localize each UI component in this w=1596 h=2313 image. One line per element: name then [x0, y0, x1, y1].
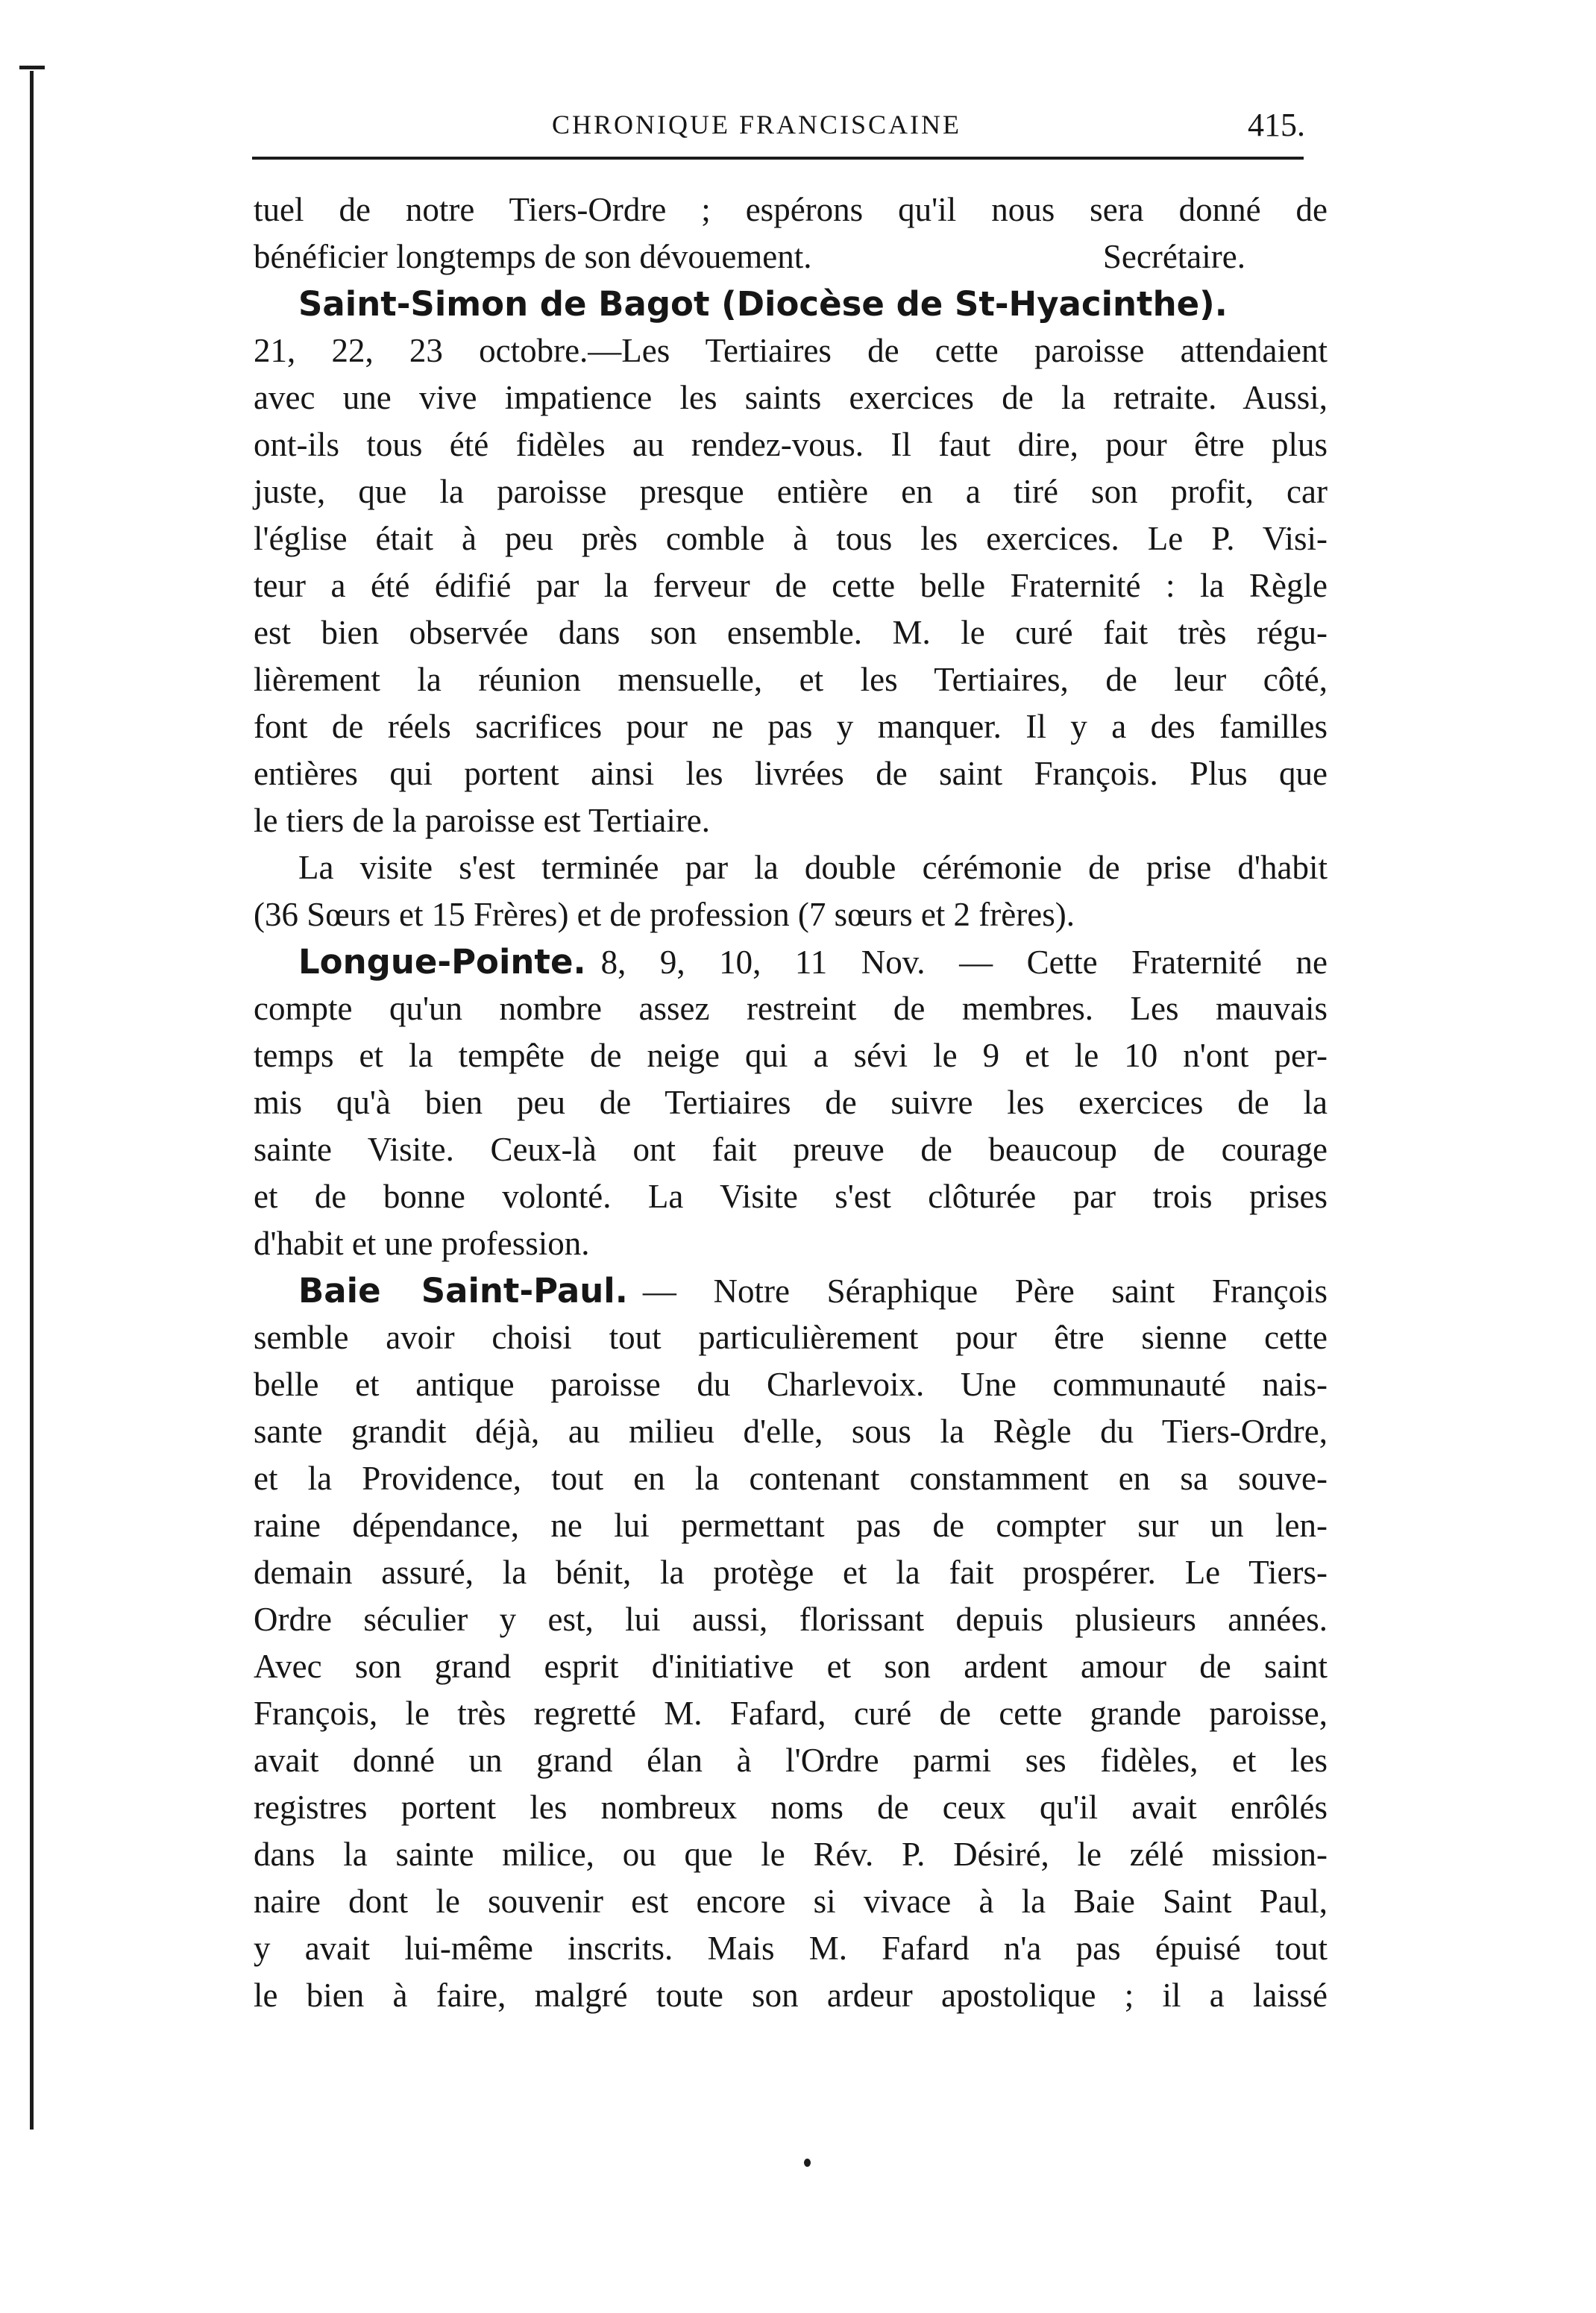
text-line: font de réels sacrifices pour ne pas y manquer. Il y a des familles	[254, 708, 1328, 745]
text-line	[254, 938, 1328, 985]
running-title: CHRONIQUE FRANCISCAINE	[552, 110, 962, 139]
text-line: sainte Visite. Ceux-là ont fait preuve de beaucoup de courage	[254, 1131, 1328, 1168]
text-line: teur a été édifié par la ferveur de cette belle Fraternité : la Règle	[254, 567, 1328, 604]
text-line: belle et antique paroisse du Charlevoix. Une communauté nais-	[254, 1366, 1328, 1403]
text-line	[254, 1267, 1328, 1314]
ink-dot	[804, 2159, 811, 2167]
text-line: tuel de notre Tiers-Ordre ; espérons qu'il nous sera donné de	[254, 191, 1328, 228]
text-line: (36 Sœurs et 15 Frères) et de profession (7 sœurs et 2 frères).	[254, 896, 1075, 933]
text-line: compte qu'un nombre assez restreint de membres. Les mauvais	[254, 990, 1328, 1027]
section-heading-line	[254, 280, 1328, 327]
text-line: La visite s'est terminée par la double cérémonie de prise d'habit	[298, 849, 1328, 886]
text-line: François, le très regretté M. Fafard, curé de cette grande paroisse,	[254, 1695, 1328, 1732]
text-line: 21, 22, 23 octobre.—Les Tertiaires de cette paroisse attendaient	[254, 332, 1328, 369]
text-line: y avait lui-même inscrits. Mais M. Fafard n'a pas épuisé tout	[254, 1930, 1328, 1967]
binding-edge-mark	[19, 66, 45, 69]
text-line: est bien observée dans son ensemble. M. le curé fait très régu-	[254, 614, 1328, 651]
binding-edge-line	[30, 71, 34, 2130]
text-line: naire dont le souvenir est encore si vivace à la Baie Saint Paul,	[254, 1883, 1328, 1920]
signature: Secrétaire.	[1102, 238, 1245, 275]
section-heading: Longue-Pointe.	[298, 942, 586, 982]
text-line: entières qui portent ainsi les livrées de saint François. Plus que	[254, 755, 1328, 792]
text-line: ont-ils tous été fidèles au rendez-vous. Il faut dire, pour être plus	[254, 426, 1328, 463]
text-line: raine dépendance, ne lui permettant pas de compter sur un len-	[254, 1507, 1328, 1544]
text-line: temps et la tempête de neige qui a sévi le 9 et le 10 n'ont per-	[254, 1037, 1328, 1074]
text-line: demain assuré, la bénit, la protège et la fait prospérer. Le Tiers-	[254, 1554, 1328, 1591]
text-line: dans la sainte milice, ou que le Rév. P. Désiré, le zélé mission-	[254, 1836, 1328, 1873]
text-line: le tiers de la paroisse est Tertiaire.	[254, 802, 711, 839]
text-line: lièrement la réunion mensuelle, et les Tertiaires, de leur côté,	[254, 661, 1328, 698]
text-line: et de bonne volonté. La Visite s'est clôturée par trois prises	[254, 1178, 1328, 1215]
text-line: l'église était à peu près comble à tous les exercices. Le P. Visi-	[254, 520, 1328, 557]
text-line: avec une vive impatience les saints exercices de la retraite. Aussi,	[254, 379, 1328, 416]
text-line-rest: 8, 9, 10, 11 Nov. — Cette Fraternité ne	[600, 944, 1328, 981]
section-heading: Saint-Simon de Bagot (Diocèse de St-Hyacinthe).	[298, 284, 1228, 324]
text-line: avait donné un grand élan à l'Ordre parmi ses fidèles, et les	[254, 1742, 1328, 1779]
text-line: juste, que la paroisse presque entière en a tiré son profit, car	[254, 473, 1328, 510]
text-line: Ordre séculier y est, lui aussi, florissant depuis plusieurs années.	[254, 1601, 1328, 1638]
text-line-rest: — Notre Séraphique Père saint François	[642, 1272, 1328, 1310]
page-number: 415.	[1248, 107, 1305, 143]
section-heading: Baie Saint-Paul.	[298, 1271, 628, 1311]
text-line: le bien à faire, malgré toute son ardeur apostolique ; il a laissé	[254, 1977, 1328, 2014]
text-line: mis qu'à bien peu de Tertiaires de suivre les exercices de la	[254, 1084, 1328, 1121]
text-line-start: bénéficier longtemps de son dévouement.	[254, 238, 812, 275]
text-line: sante grandit déjà, au milieu d'elle, sous la Règle du Tiers-Ordre,	[254, 1413, 1328, 1450]
text-line	[254, 233, 1328, 280]
text-line: d'habit et une profession.	[254, 1225, 590, 1262]
text-line: Avec son grand esprit d'initiative et son ardent amour de saint	[254, 1648, 1328, 1685]
header-rule	[252, 157, 1304, 160]
text-line: et la Providence, tout en la contenant constamment en sa souve-	[254, 1460, 1328, 1497]
body-text	[254, 186, 1328, 2019]
text-line: registres portent les nombreux noms de ceux qu'il avait enrôlés	[254, 1789, 1328, 1826]
running-head	[254, 103, 1305, 148]
text-line: semble avoir choisi tout particulièrement pour être sienne cette	[254, 1319, 1328, 1356]
